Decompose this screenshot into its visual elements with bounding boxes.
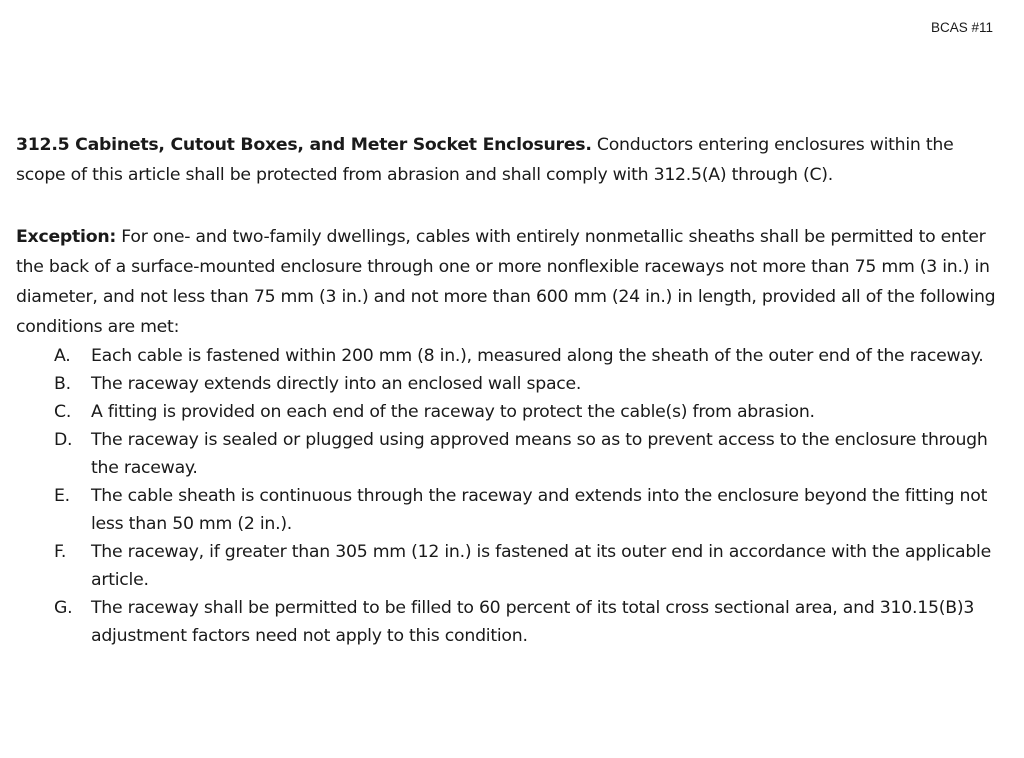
- condition-letter: C.: [54, 402, 72, 422]
- condition-text: The raceway, if greater than 305 mm (12 in.) is fastened at its outer end in accordance with the applicable article.: [91, 542, 991, 590]
- condition-letter: D.: [54, 430, 73, 450]
- exception-paragraph: [16, 222, 1001, 342]
- condition-item: [16, 594, 1001, 650]
- condition-text: The raceway shall be permitted to be filled to 60 percent of its total cross sectional area, and 310.15(B)3 adjustment factors need not apply to this condition.: [91, 598, 975, 646]
- condition-text: Each cable is fastened within 200 mm (8 in.), measured along the sheath of the outer end of the raceway.: [91, 346, 984, 366]
- section-heading: 312.5 Cabinets, Cutout Boxes, and Meter Socket Enclosures.: [16, 135, 592, 155]
- condition-item: [16, 426, 1001, 482]
- condition-text: A fitting is provided on each end of the raceway to protect the cable(s) from abrasion.: [91, 402, 815, 422]
- document-body: [16, 130, 1001, 650]
- condition-letter: A.: [54, 346, 71, 366]
- condition-item: [16, 482, 1001, 538]
- condition-letter: E.: [54, 486, 70, 506]
- condition-item: [16, 370, 1001, 398]
- condition-letter: F.: [54, 542, 67, 562]
- condition-item: [16, 342, 1001, 370]
- condition-letter: B.: [54, 374, 71, 394]
- condition-text: The cable sheath is continuous through the raceway and extends into the enclosure beyond the fitting not less than 50 mm (2 in.).: [91, 486, 988, 534]
- document-id: BCAS #11: [930, 20, 993, 35]
- condition-item: [16, 538, 1001, 594]
- exception-label: Exception:: [16, 227, 117, 247]
- conditions-list: [16, 342, 1001, 650]
- condition-text: The raceway is sealed or plugged using approved means so as to prevent access to the enclosure through the raceway.: [91, 430, 988, 478]
- section-text: Conductors entering enclosures within the scope of this article shall be protected from abrasion and shall comply with 312.5(A) through (C).: [16, 135, 954, 185]
- condition-letter: G.: [54, 598, 73, 618]
- condition-text: The raceway extends directly into an enclosed wall space.: [91, 374, 582, 394]
- section-paragraph: [16, 130, 1001, 190]
- exception-text: For one- and two-family dwellings, cables with entirely nonmetallic sheaths shall be permitted to enter the back of a surface-mounted enclosure through one or more nonflexible raceways not more than 75 mm (3 in.) in diameter, and not less than 75 mm (3 in.) and not more than 600 mm (24 in.) in length, provided all of the following conditions are met:: [16, 227, 996, 337]
- condition-item: [16, 398, 1001, 426]
